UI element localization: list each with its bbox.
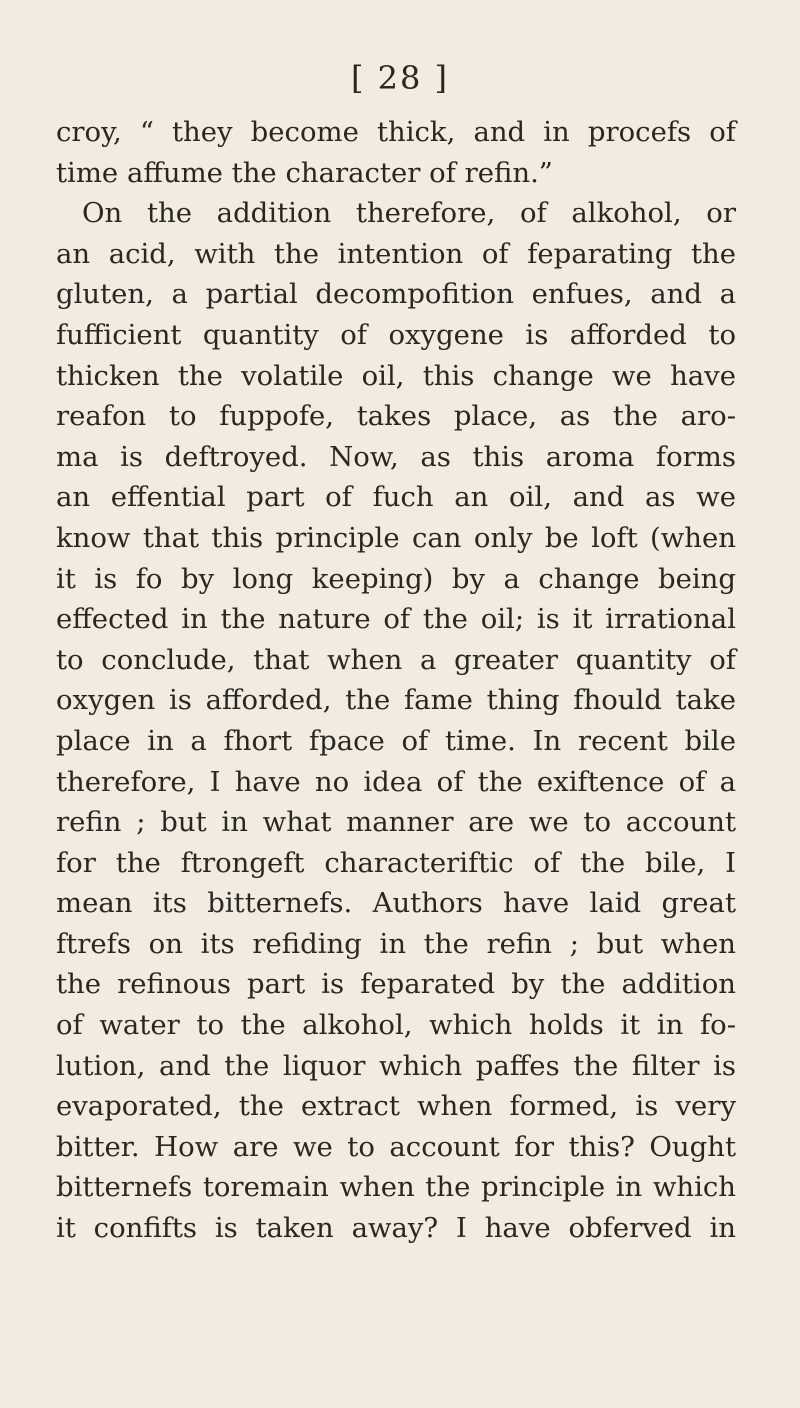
text-line: mean its bitternefs. Authors have laid great	[56, 887, 736, 920]
page-number: [ 28 ]	[350, 59, 450, 97]
text-line: lution, and the liquor which paffes the filter is	[56, 1049, 736, 1082]
text-line: croy, “ they become thick, and in procefs of	[56, 116, 736, 148]
text-line: an acid, with the intention of feparating the	[56, 237, 736, 270]
text-line: of water to the alkohol, which holds it in fo-	[56, 1009, 736, 1042]
text-line: ma is deftroyed. Now, as this aroma forms	[56, 440, 736, 473]
text-line: for the ftrongeft characteriftic of the bile, I	[56, 846, 736, 879]
text-line: know that this principle can only be loft (when	[56, 521, 736, 554]
text-line: the refinous part is feparated by the addition	[56, 968, 736, 1001]
paragraph-start-line: On the addition therefore, of alkohol, or	[82, 197, 736, 230]
text-line: oxygen is afforded, the fame thing fhould take	[56, 684, 736, 717]
text-line: reafon to fuppofe, takes place, as the aro-	[56, 400, 736, 433]
text-line: therefore, I have no idea of the exiftence of a	[56, 765, 736, 798]
text-line: thicken the volatile oil, this change we have	[56, 359, 736, 392]
text-line: it is fo by long keeping) by a change being	[56, 562, 736, 595]
text-line: place in a fhort fpace of time. In recent bile	[56, 724, 736, 757]
text-line: time affume the character of refin.”	[56, 156, 553, 189]
text-line: to conclude, that when a greater quantity of	[56, 643, 736, 676]
text-line: an effential part of fuch an oil, and as we	[56, 481, 736, 514]
text-line: bitter. How are we to account for this? Ought	[56, 1130, 736, 1163]
text-line: it confifts is taken away? I have obferved in	[56, 1212, 736, 1245]
text-line: fufficient quantity of oxygene is afforded to	[56, 318, 736, 351]
body-text	[56, 112, 736, 1249]
text-line: effected in the nature of the oil; is it irrational	[56, 603, 736, 636]
text-line: ftrefs on its refiding in the refin ; but when	[56, 927, 736, 960]
text-line: evaporated, the extract when formed, is very	[56, 1090, 736, 1123]
text-line: gluten, a partial decompofition enfues, and a	[56, 278, 736, 311]
text-line: refin ; but in what manner are we to account	[56, 806, 736, 839]
text-line: bitternefs toremain when the principle in which	[56, 1171, 736, 1204]
